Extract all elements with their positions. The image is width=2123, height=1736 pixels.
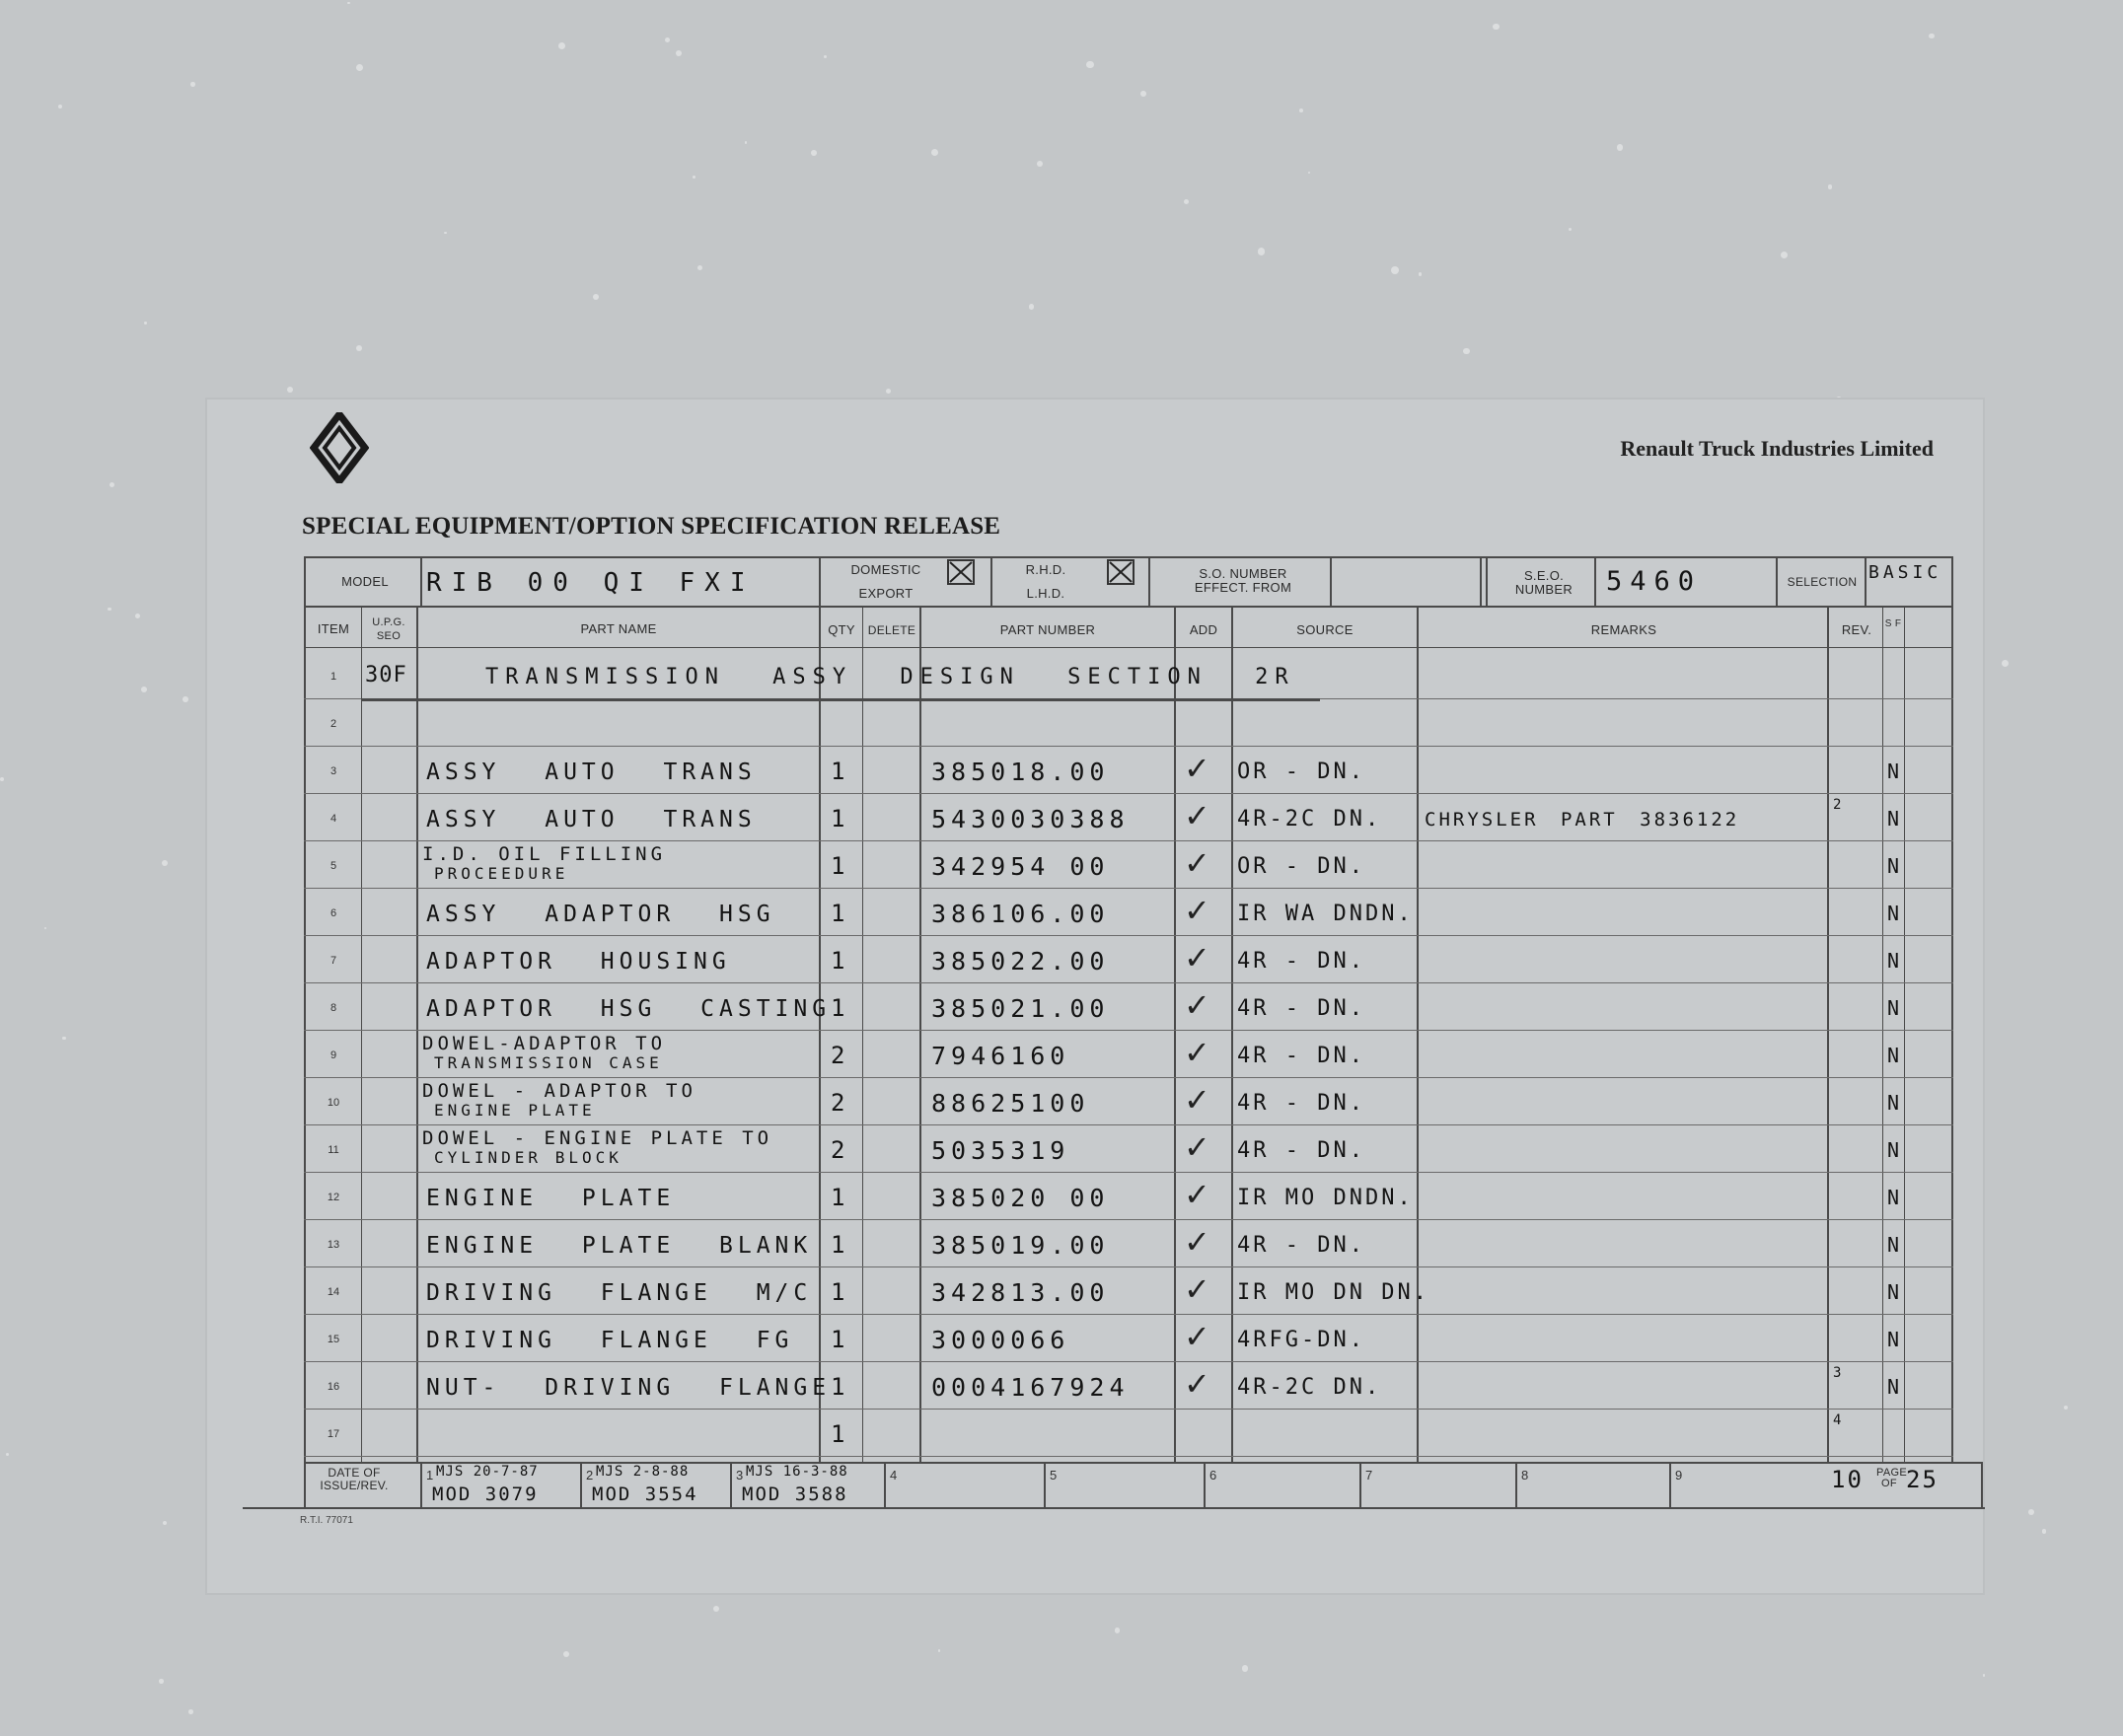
quantity: 1	[831, 758, 845, 785]
source-code: IR WA DNDN.	[1237, 902, 1414, 926]
source-code: IR MO DNDN.	[1237, 1186, 1414, 1210]
export-label: EXPORT	[858, 586, 914, 601]
rhd-label: R.H.D.	[1025, 562, 1066, 577]
add-checkmark: ✓	[1184, 1270, 1210, 1308]
paper-speck	[1617, 144, 1623, 150]
paper-speck	[676, 50, 682, 56]
row-divider	[304, 793, 1953, 794]
sf-flag: N	[1887, 1138, 1900, 1162]
part-name-line2: PROCEEDURE	[434, 864, 569, 883]
part-name: DRIVING FLANGE FG	[426, 1328, 794, 1353]
source-code: 4R-2C DN.	[1237, 807, 1382, 832]
paper-speck	[162, 860, 168, 866]
selection-value: BASIC	[1868, 562, 1942, 583]
source-code: 4RFG-DN.	[1237, 1328, 1365, 1352]
row-divider	[304, 1030, 1953, 1031]
sf-flag: N	[1887, 807, 1900, 831]
revision-mod-number: MOD 3588	[742, 1483, 848, 1505]
paper-speck	[1258, 248, 1266, 255]
part-name: ASSY AUTO TRANS	[426, 760, 757, 785]
part-number: 385022.00	[931, 947, 1110, 976]
revision-divider	[884, 1462, 886, 1509]
col-qty: QTY	[828, 622, 855, 637]
add-checkmark: ✓	[1184, 797, 1210, 834]
revision-mod-number: MOD 3079	[432, 1483, 539, 1505]
paper-speck	[558, 42, 565, 49]
quantity: 2	[831, 1089, 845, 1117]
revision-mark: 3	[1833, 1365, 1843, 1381]
part-name: DOWEL - ADAPTOR TO	[422, 1080, 696, 1102]
paper-speck	[2064, 1406, 2068, 1410]
paper-speck	[2002, 660, 2009, 667]
col-delete: DELETE	[867, 623, 916, 637]
quantity: 1	[831, 1231, 845, 1259]
source-code: 4R - DN.	[1237, 996, 1365, 1021]
item-number: 9	[329, 1049, 337, 1061]
revision-number: 8	[1521, 1468, 1529, 1483]
part-number: 5430030388	[931, 805, 1130, 833]
revision-divider	[730, 1462, 732, 1509]
paper-speck	[44, 927, 46, 929]
part-name: ASSY AUTO TRANS	[426, 807, 757, 832]
part-number: 5035319	[931, 1136, 1070, 1165]
part-name: ADAPTOR HSG CASTING	[426, 996, 832, 1022]
sf-flag: N	[1887, 1328, 1900, 1351]
item-number: 10	[327, 1097, 340, 1109]
col-remarks: REMARKS	[1590, 622, 1657, 637]
revision-number: 7	[1365, 1468, 1373, 1483]
domestic-check-box	[947, 559, 975, 585]
paper-speck	[1391, 266, 1399, 274]
revision-divider	[1515, 1462, 1517, 1509]
paper-speck	[1086, 61, 1094, 69]
quantity: 1	[831, 1373, 845, 1401]
paper-speck	[163, 1521, 167, 1525]
item-number: 15	[327, 1334, 340, 1345]
paper-speck	[2042, 1529, 2047, 1534]
paper-speck	[110, 482, 114, 487]
col-item: ITEM	[317, 621, 350, 636]
revision-divider	[580, 1462, 582, 1509]
quantity: 1	[831, 1184, 845, 1211]
part-name-line2: CYLINDER BLOCK	[434, 1148, 622, 1167]
item-number: 11	[328, 1144, 339, 1156]
paper-speck	[1569, 228, 1572, 231]
revision-number: 5	[1050, 1468, 1058, 1483]
source-code: 4R - DN.	[1237, 1091, 1365, 1116]
quantity: 1	[831, 805, 845, 832]
col-sf: S F	[1884, 618, 1902, 629]
paper-speck	[811, 150, 817, 156]
paper-speck	[593, 294, 599, 300]
col-upg-seo: U.P.G. SEO	[372, 616, 405, 642]
add-checkmark: ✓	[1184, 750, 1210, 787]
part-name: DRIVING FLANGE M/C	[426, 1280, 813, 1306]
source-code: OR - DN.	[1237, 760, 1365, 784]
part-number: 385021.00	[931, 994, 1110, 1023]
seo-number-label: S.E.O. NUMBER	[1514, 568, 1574, 597]
paper-speck	[188, 1709, 193, 1714]
row-divider	[304, 840, 1953, 841]
quantity: 1	[831, 852, 845, 880]
revision-divider	[420, 1462, 422, 1509]
paper-speck	[444, 232, 447, 235]
revision-divider	[1669, 1462, 1671, 1509]
model-label: MODEL	[341, 574, 389, 589]
item-number: 8	[329, 1002, 337, 1014]
part-name: ENGINE PLATE BLANK	[426, 1233, 813, 1259]
sf-flag: N	[1887, 996, 1900, 1020]
paper-speck	[1037, 161, 1043, 167]
revision-number: 9	[1675, 1468, 1683, 1483]
paper-speck	[1493, 24, 1499, 30]
paper-speck	[62, 1037, 66, 1041]
paper-speck	[1929, 34, 1934, 38]
part-name: ASSY ADAPTOR HSG	[426, 902, 775, 927]
item-number: 7	[329, 955, 337, 967]
part-number: 3000066	[931, 1326, 1070, 1354]
col-add: ADD	[1189, 622, 1218, 637]
revision-signoff: MJS 20-7-87	[436, 1464, 539, 1480]
row-divider	[304, 1077, 1953, 1078]
paper-speck	[1184, 199, 1189, 204]
effective-from-label: EFFECT. FROM	[1194, 580, 1292, 595]
revision-mark: 2	[1833, 797, 1843, 813]
add-checkmark: ✓	[1184, 1223, 1210, 1261]
item-number: 2	[329, 718, 337, 730]
sf-flag: N	[1887, 854, 1900, 878]
paper-speck	[1029, 304, 1034, 309]
quantity: 1	[831, 947, 845, 975]
part-name: ENGINE PLATE	[426, 1186, 676, 1211]
paper-speck	[2028, 1509, 2034, 1515]
lhd-label: L.H.D.	[1026, 586, 1065, 601]
model-value: RIB 00 QI FXI	[426, 568, 756, 598]
item-number: 3	[329, 765, 337, 777]
renault-logo	[310, 412, 369, 483]
sf-flag: N	[1887, 1233, 1900, 1257]
add-checkmark: ✓	[1184, 1081, 1210, 1119]
paper-speck	[347, 2, 350, 5]
part-name: NUT- DRIVING FLANGE	[426, 1375, 832, 1401]
revision-divider	[1044, 1462, 1046, 1509]
sf-flag: N	[1887, 760, 1900, 783]
paper-speck	[108, 608, 110, 611]
selection-label: SELECTION	[1787, 575, 1858, 589]
item-number: 13	[327, 1239, 340, 1251]
paper-speck	[745, 141, 748, 144]
sf-flag: N	[1887, 1044, 1900, 1067]
revision-divider	[1981, 1462, 1983, 1509]
upg-seo-code: 30F	[365, 663, 407, 687]
col-rev: REV.	[1841, 622, 1872, 637]
sf-flag: N	[1887, 1091, 1900, 1115]
paper-speck	[938, 1649, 941, 1652]
source-code: 4R - DN.	[1237, 1044, 1365, 1068]
domestic-label: DOMESTIC	[850, 562, 921, 577]
paper-speck	[697, 265, 702, 270]
item-number: 4	[329, 813, 337, 825]
seo-number-value: 5460	[1606, 566, 1703, 597]
part-name: I.D. OIL FILLING	[422, 843, 667, 865]
paper-speck	[356, 64, 363, 71]
add-checkmark: ✓	[1184, 1128, 1210, 1166]
row-divider	[304, 1124, 1953, 1125]
sf-flag: N	[1887, 1280, 1900, 1304]
add-checkmark: ✓	[1184, 1034, 1210, 1071]
revision-mark: 4	[1833, 1412, 1843, 1428]
add-checkmark: ✓	[1184, 939, 1210, 976]
revision-number: 2	[586, 1468, 594, 1483]
part-name: TRANSMISSION ASSY DESIGN SECTION 2R	[485, 665, 1295, 689]
sf-flag: N	[1887, 1186, 1900, 1209]
revision-number: 3	[736, 1468, 744, 1483]
paper-speck	[931, 149, 938, 156]
paper-speck	[1828, 184, 1833, 189]
row-divider	[304, 982, 1953, 983]
paper-speck	[693, 176, 695, 179]
quantity: 1	[831, 1420, 845, 1448]
paper-speck	[287, 387, 293, 393]
item-number: 12	[327, 1192, 340, 1203]
col-source: SOURCE	[1296, 622, 1354, 637]
paper-speck	[58, 105, 62, 108]
row-divider	[304, 1409, 1953, 1410]
add-checkmark: ✓	[1184, 1318, 1210, 1355]
row-divider	[304, 1361, 1953, 1362]
paper-speck	[824, 55, 827, 58]
paper-speck	[159, 1679, 164, 1684]
revision-signoff: MJS 16-3-88	[746, 1464, 848, 1480]
document-title: SPECIAL EQUIPMENT/OPTION SPECIFICATION RELEASE	[302, 513, 1001, 540]
paper-speck	[0, 777, 4, 781]
remarks-text: CHRYSLER PART 3836122	[1425, 809, 1740, 831]
row-divider	[304, 1172, 1953, 1173]
paper-speck	[183, 696, 188, 702]
part-name-line2: ENGINE PLATE	[434, 1101, 596, 1120]
revision-number: 4	[890, 1468, 898, 1483]
revision-number: 1	[426, 1468, 434, 1483]
item-number: 5	[329, 860, 337, 872]
rhd-check-box	[1107, 559, 1135, 585]
row-divider	[304, 1456, 1953, 1457]
part-number: 0004167924	[931, 1373, 1130, 1402]
paper-speck	[1983, 1674, 1985, 1676]
add-checkmark: ✓	[1184, 1176, 1210, 1213]
part-number: 342813.00	[931, 1278, 1110, 1307]
add-checkmark: ✓	[1184, 986, 1210, 1024]
part-number: 385018.00	[931, 758, 1110, 786]
part-name: ADAPTOR HOUSING	[426, 949, 731, 975]
paper-speck	[1463, 348, 1470, 355]
quantity: 1	[831, 1278, 845, 1306]
part-name: DOWEL - ENGINE PLATE TO	[422, 1127, 773, 1149]
paper-speck	[1140, 91, 1146, 97]
quantity: 2	[831, 1136, 845, 1164]
quantity: 1	[831, 900, 845, 927]
form-reference: R.T.I. 77071	[300, 1515, 353, 1526]
paper-speck	[665, 37, 670, 42]
part-number: 385019.00	[931, 1231, 1110, 1260]
revision-divider	[1359, 1462, 1361, 1509]
row-divider	[304, 888, 1953, 889]
revision-mod-number: MOD 3554	[592, 1483, 698, 1505]
revision-signoff: MJS 2-8-88	[596, 1464, 690, 1480]
col-part-name: PART NAME	[580, 621, 657, 636]
paper-speck	[356, 345, 362, 351]
sf-flag: N	[1887, 1375, 1900, 1399]
paper-speck	[1419, 272, 1422, 275]
company-name: Renault Truck Industries Limited	[1620, 436, 1934, 461]
paper-speck	[6, 1453, 9, 1456]
part-number: 7946160	[931, 1042, 1070, 1070]
item-number: 14	[327, 1286, 340, 1298]
paper-speck	[1242, 1665, 1248, 1671]
part-number: 386106.00	[931, 900, 1110, 928]
source-code: 4R - DN.	[1237, 1233, 1365, 1258]
add-checkmark: ✓	[1184, 1365, 1210, 1403]
paper-speck	[190, 82, 195, 87]
quantity: 2	[831, 1042, 845, 1069]
source-code: 4R - DN.	[1237, 949, 1365, 974]
paper-speck	[141, 687, 148, 693]
item-number: 16	[327, 1381, 340, 1393]
paper-speck	[1299, 108, 1303, 112]
row-divider	[304, 1266, 1953, 1267]
part-number: 385020 00	[931, 1184, 1110, 1212]
so-number-label: S.O. NUMBER	[1199, 566, 1287, 581]
row-divider	[304, 746, 1953, 747]
revision-number: 6	[1209, 1468, 1217, 1483]
source-code: 4R-2C DN.	[1237, 1375, 1382, 1400]
item-number: 6	[329, 907, 337, 919]
quantity: 1	[831, 1326, 845, 1353]
paper-speck	[713, 1606, 719, 1612]
page-total: 25	[1906, 1466, 1939, 1493]
part-number: 88625100	[931, 1089, 1090, 1118]
sheet-number: 10	[1831, 1466, 1864, 1493]
row-divider	[304, 935, 1953, 936]
part-number: 342954 00	[931, 852, 1110, 881]
paper-speck	[563, 1651, 569, 1657]
date-of-issue-label: DATE OF ISSUE/REV.	[320, 1466, 389, 1492]
add-checkmark: ✓	[1184, 892, 1210, 929]
paper-speck	[1308, 172, 1310, 174]
item-number: 17	[327, 1428, 340, 1440]
source-code: OR - DN.	[1237, 854, 1365, 879]
source-code: IR MO DN DN.	[1237, 1280, 1429, 1305]
row-divider	[304, 1219, 1953, 1220]
quantity: 1	[831, 994, 845, 1022]
paper-speck	[886, 389, 891, 394]
part-name: DOWEL-ADAPTOR TO	[422, 1033, 667, 1054]
paper-speck	[135, 614, 140, 618]
item-number: 1	[329, 671, 337, 683]
sf-flag: N	[1887, 949, 1900, 973]
part-name-line2: TRANSMISSION CASE	[434, 1053, 663, 1072]
row-divider	[304, 1314, 1953, 1315]
source-code: 4R - DN.	[1237, 1138, 1365, 1163]
revision-divider	[1204, 1462, 1206, 1509]
page-of-label: PAGE OF	[1876, 1467, 1907, 1489]
add-checkmark: ✓	[1184, 844, 1210, 882]
paper-speck	[1781, 252, 1788, 258]
paper-speck	[144, 322, 146, 324]
paper-speck	[1115, 1628, 1120, 1632]
sf-flag: N	[1887, 902, 1900, 925]
col-part-number: PART NUMBER	[999, 622, 1096, 637]
